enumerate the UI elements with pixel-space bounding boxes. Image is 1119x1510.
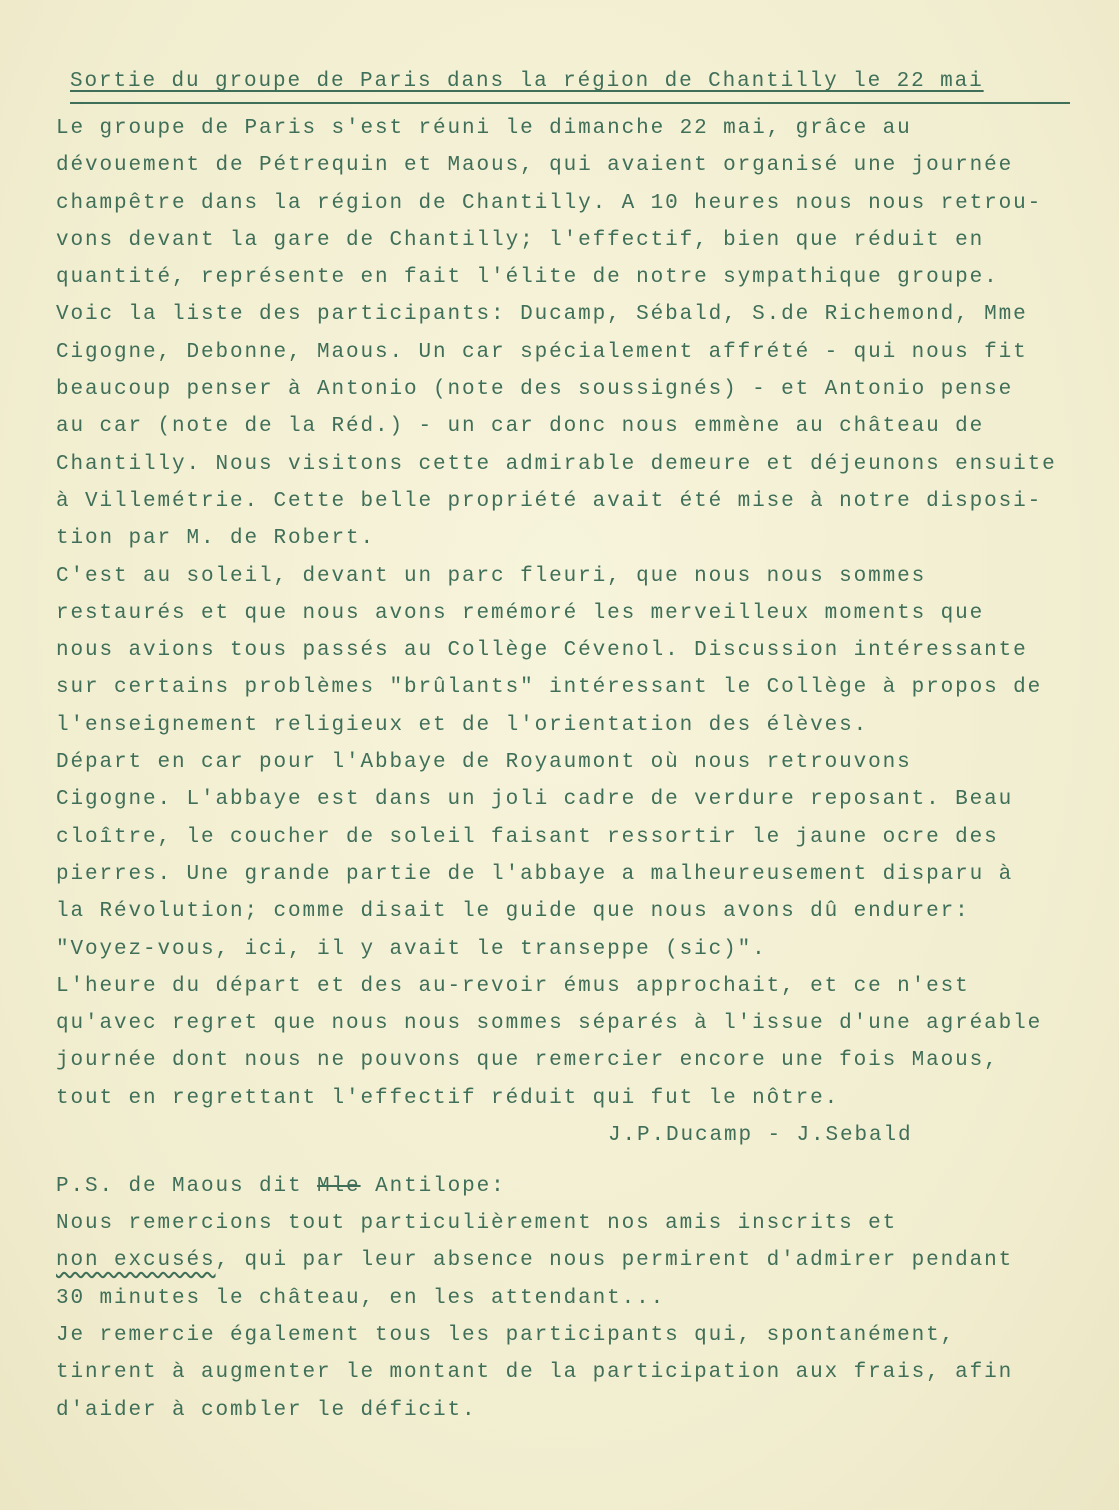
paragraph-3: Départ en car pour l'Abbaye de Royaumont où nous retrouvons Cigogne. L'abbaye est dans un joli cadre de verdure reposant. Beau cloître, le coucher de soleil faisant ressortir le jaune ocre des pierres. Une grande partie de l'abbaye a malheureusement disparu à la Révolution; comme disait le guide que nous avons dû endurer: "Voyez-vous, ici, il y avait le transeppe (sic)". bbox=[56, 751, 1014, 961]
paragraph-1: Le groupe de Paris s'est réuni le dimanche 22 mai, grâce au dévouement de Pétrequin et Maous, qui avaient organisé une journée champêtre dans la région de Chantilly. A 10 heures nous nous retrou- vons devant la gare de Chantilly; l'effectif, bien que réduit en quantité, représente en fait l'élite de notre sympathique groupe. Voic la liste des participants: Ducamp, Sébald, S.de Richemond, Mme Cigogne, Debonne, Maous. Un car spécialement affrété - qui nous fit beaucoup penser à Antonio (note des soussignés) - et Antonio pense au car (note de la Réd.) - un car donc nous emmène au château de Chantilly. Nous visitons cette admirable demeure et déjeunons ensuite à Villemétrie. Cette belle propriété avait été mise à notre disposi- tion par M. de Robert. bbox=[56, 117, 1057, 551]
paragraph-2: C'est au soleil, devant un parc fleuri, que nous nous sommes restaurés et que nous avons remémoré les merveilleux moments que nous avions tous passés au Collège Cévenol. Discussion intéressante sur certains problèmes "brûlants" intéressant le Collège à propos de l'enseignement religieux et de l'orientation des élèves. bbox=[56, 564, 1043, 737]
postscript-heading-struck-word: Mle bbox=[317, 1175, 361, 1199]
postscript-paragraph-1-start: Nous remercions tout particulièrement nos amis inscrits et bbox=[56, 1212, 898, 1236]
postscript-heading-suffix: Antilope: bbox=[360, 1175, 506, 1199]
signature: J.P.Ducamp - J.Sebald bbox=[608, 1124, 913, 1148]
postscript-heading bbox=[56, 1168, 1076, 1205]
postscript-paragraph-1 bbox=[56, 1205, 1076, 1317]
postscript-heading-prefix: P.S. de Maous dit bbox=[56, 1175, 318, 1199]
postscript-paragraph-1-end: , qui par leur absence nous permirent d'admirer pendant 30 minutes le château, en les attendant... bbox=[56, 1249, 1014, 1310]
postscript-paragraph-2: Je remercie également tous les participants qui, spontanément, tinrent à augmenter le montant de la participation aux frais, afin d'aider à combler le déficit. bbox=[56, 1323, 1014, 1422]
postscript-underlined-phrase: non excusés bbox=[56, 1249, 216, 1273]
paragraph-4: L'heure du départ et des au-revoir émus approchait, et ce n'est qu'avec regret que nous nous sommes séparés à l'issue d'une agréable journée dont nous ne pouvons que remercier encore une fois Maous, tout en regrettant l'effectif réduit qui fut le nôtre. bbox=[56, 974, 1043, 1110]
document-body bbox=[56, 66, 1076, 1429]
document-title: Sortie du groupe de Paris dans la région de Chantilly le 22 mai bbox=[70, 66, 1070, 104]
